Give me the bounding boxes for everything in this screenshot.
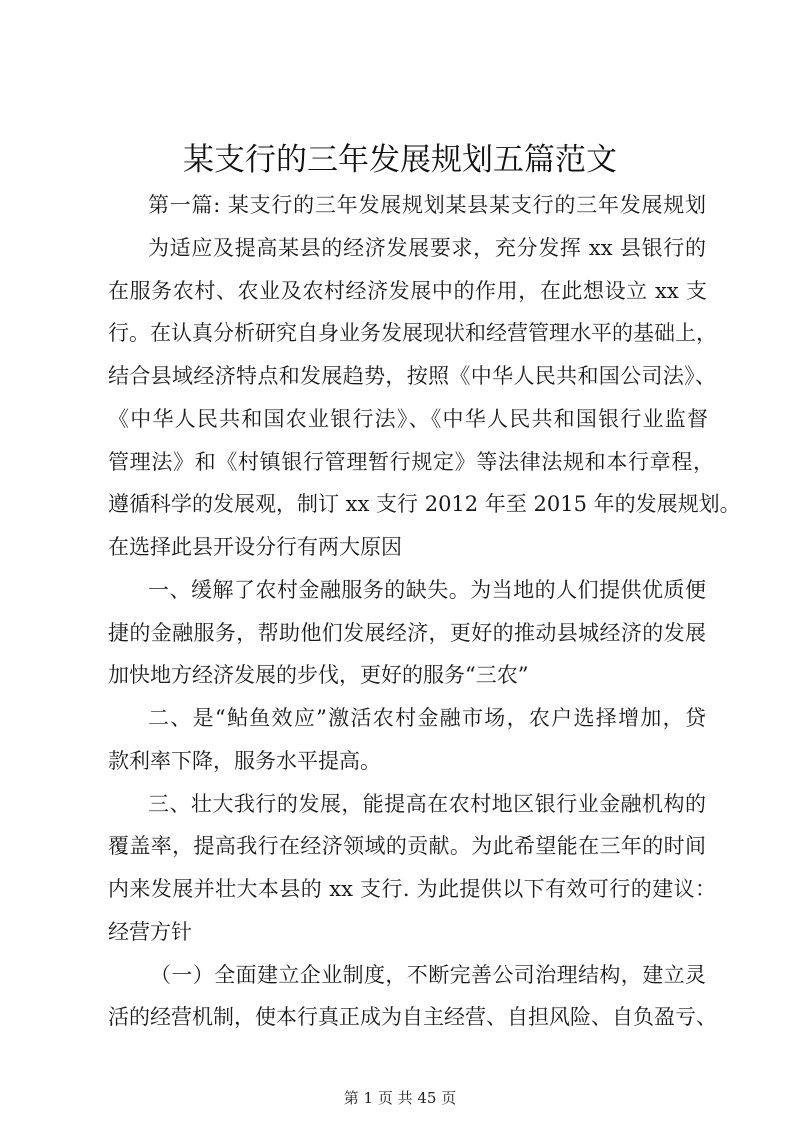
body-line: 二、是“鲇鱼效应”激活农村金融市场，农户选择增加，贷 — [148, 706, 706, 730]
body-line: 行。在认真分析研究自身业务发展现状和经营管理水平的基础上， — [108, 321, 717, 346]
page-footer: 第 1 页 共 45 页 — [343, 1089, 457, 1107]
body-line: 捷的金融服务，帮助他们发展经济，更好的推动县城经济的发展 — [108, 620, 706, 645]
document-title: 某支行的三年发展规划五篇范文 — [183, 142, 617, 178]
body-line: 加快地方经济发展的步伐，更好的服务“三农” — [108, 663, 529, 688]
body-line: 在服务农村、农业及农村经济发展中的作用，在此想设立 xx 支 — [108, 278, 707, 303]
body-line: 一、缓解了农村金融服务的缺失。为当地的人们提供优质便 — [148, 577, 706, 602]
body-line: 经营方针 — [108, 919, 192, 944]
body-line: 第一篇: 某支行的三年发展规划某县某支行的三年发展规划 — [148, 193, 706, 217]
body-line: 款利率下降，服务水平提高。 — [108, 748, 381, 773]
body-line: 覆盖率，提高我行在经济领域的贡献。为此希望能在三年的时间 — [108, 834, 706, 859]
body-line: 为适应及提高某县的经济发展要求，充分发挥 xx 县银行的 — [148, 235, 706, 260]
body-line: （一）全面建立企业制度，不断完善公司治理结构，建立灵 — [150, 962, 706, 987]
body-line: 结合县域经济特点和发展趋势，按照《中华人民共和国公司法》、 — [108, 364, 716, 388]
body-line: 管理法》和《村镇银行管理暂行规定》等法律法规和本行章程， — [108, 449, 714, 474]
body-line: 活的经营机制，使本行真正成为自主经营、自担风险、自负盈亏、 — [108, 1005, 717, 1030]
body-line: 在选择此县开设分行有两大原因 — [108, 535, 402, 559]
body-line: 遵循科学的发展观，制订 xx 支行 2012 年至 2015 年的发展规划。 — [108, 492, 741, 517]
body-line: 三、壮大我行的发展，能提高在农村地区银行业金融机构的 — [148, 791, 706, 816]
body-line: 《中华人民共和国农业银行法》、《中华人民共和国银行业监督 — [108, 406, 708, 431]
body-line: 内来发展并壮大本县的 xx 支行. 为此提供以下有效可行的建议： — [108, 877, 716, 901]
